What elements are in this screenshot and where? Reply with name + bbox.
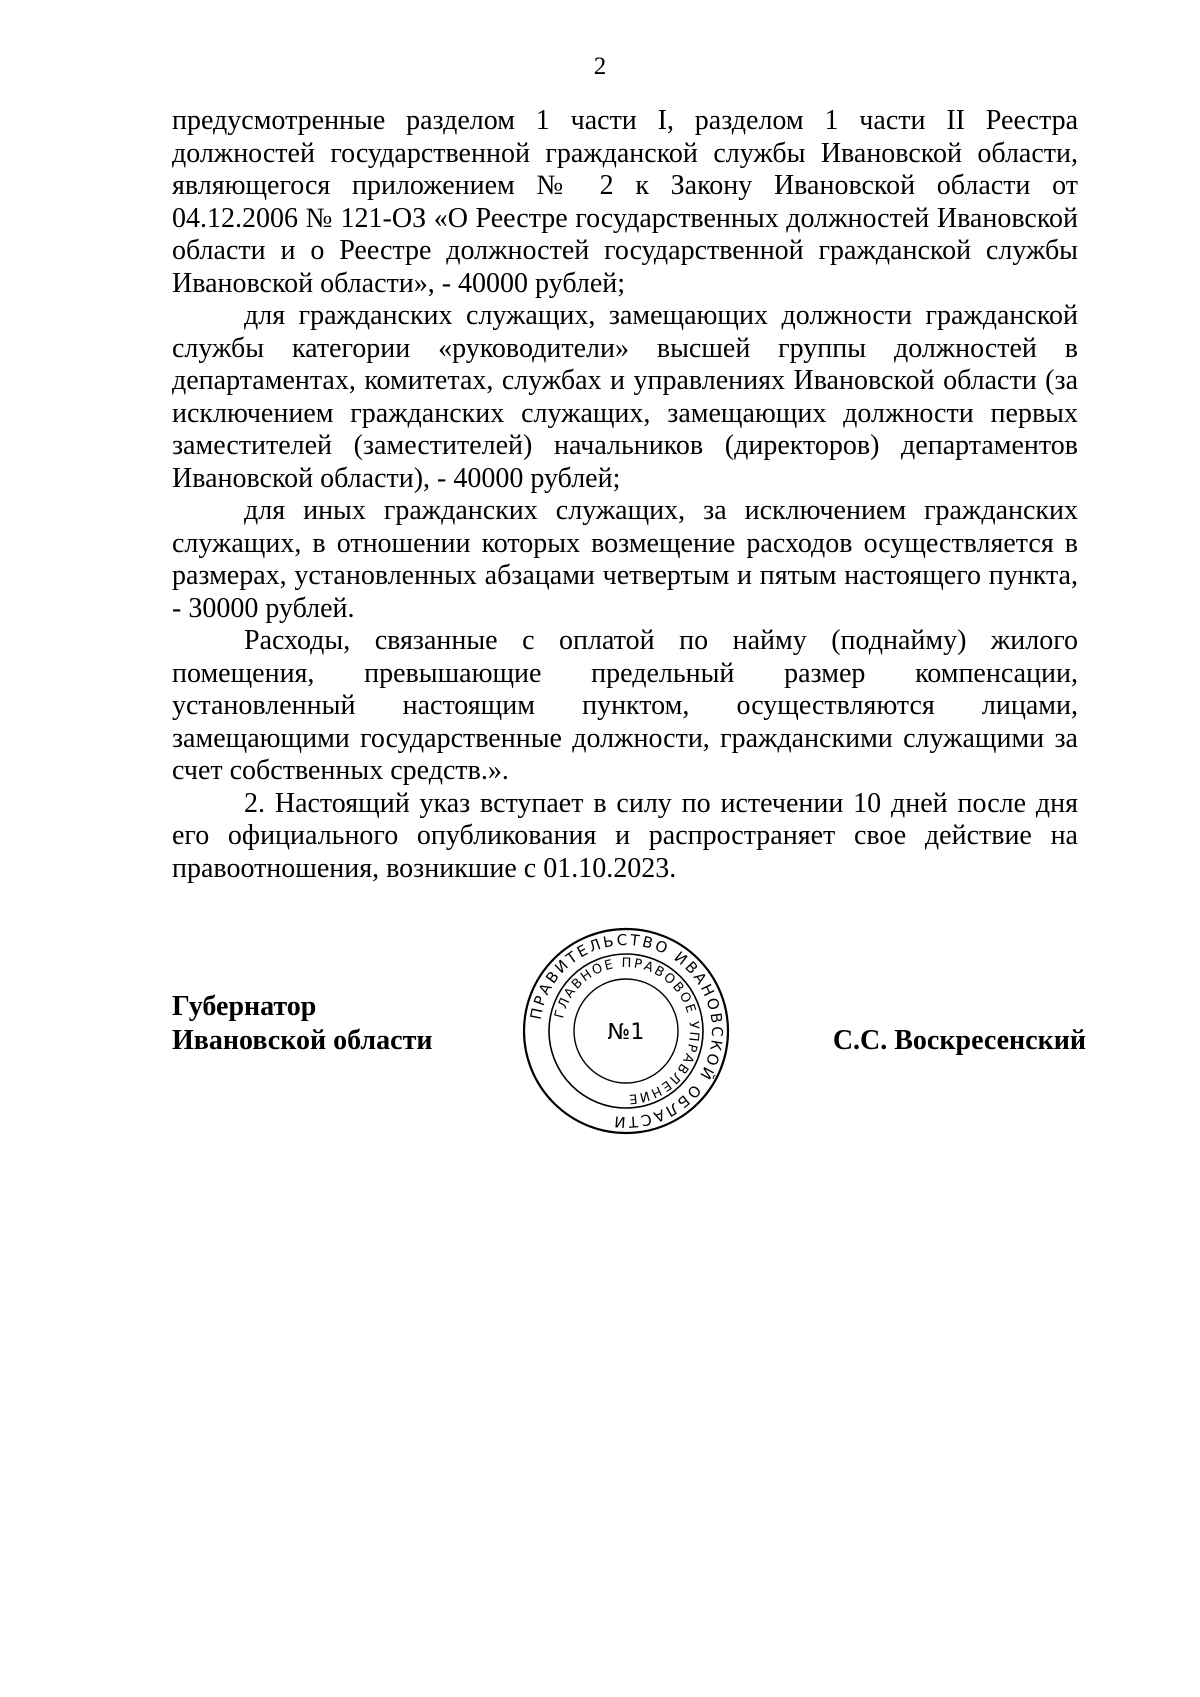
paragraph-excess-expenses: Расходы, связанные с оплатой по найму (поднайму) жилого помещения, превышающие предельный размер компенсации, установленный настоящим пунктом, осуществляются лицами, замещающими государственные должности, гражданскими служащими за счет собственных средств.». — [172, 625, 1078, 786]
page-number: 2 — [593, 53, 607, 80]
paragraph-continuation: предусмотренные разделом 1 части I, разделом 1 части II Реестра должностей государственной гражданской службы Ивановской области, являющегося приложением № 2 к Закону Ивановской области от 04.12.2006 № 121-ОЗ «О Реестре государственных должностей Ивановской области и о Реестре должностей государственной гражданской службы Ивановской области», - 40000 рублей; — [172, 105, 1078, 299]
signatory-name: С.С. Воскресенский — [832, 1025, 1086, 1056]
paragraph-effective-date: 2. Настоящий указ вступает в силу по истечении 10 дней после дня его официального опубликования и распространяет свое действие на правоотношения, возникшие с 01.10.2023. — [172, 787, 1078, 884]
signatory-title — [172, 990, 432, 1058]
seal-number: №1 — [607, 1020, 645, 1045]
signatory-title-line2: Ивановской области — [172, 1025, 433, 1056]
document-body — [172, 105, 1078, 885]
seal-inner-text: ГЛАВНОЕ ПРАВОВОЕ УПРАВЛЕНИЕ — [552, 955, 702, 1107]
seal-outer-text: ПРАВИТЕЛЬСТВО ИВАНОВСКОЙ ОБЛАСТИ — [526, 930, 727, 1132]
signatory-title-line1: Губернатор — [172, 991, 317, 1022]
paragraph-senior-managers: для гражданских служащих, замещающих должности гражданской службы категории «руководители» высшей группы должностей в департаментах, комитетах, службах и управлениях Ивановской области (за исключением гражданских служащих, замещающих должности первых заместителей (заместителей) начальников (директоров) департаментов Ивановской области), - 40000 рублей; — [172, 300, 1078, 494]
paragraph-other-employees: для иных гражданских служащих, за исключением гражданских служащих, в отношении которых возмещение расходов осуществляется в размерах, установленных абзацами четвертым и пятым настоящего пункта, - 30000 рублей. — [172, 495, 1078, 624]
official-seal — [520, 925, 732, 1137]
